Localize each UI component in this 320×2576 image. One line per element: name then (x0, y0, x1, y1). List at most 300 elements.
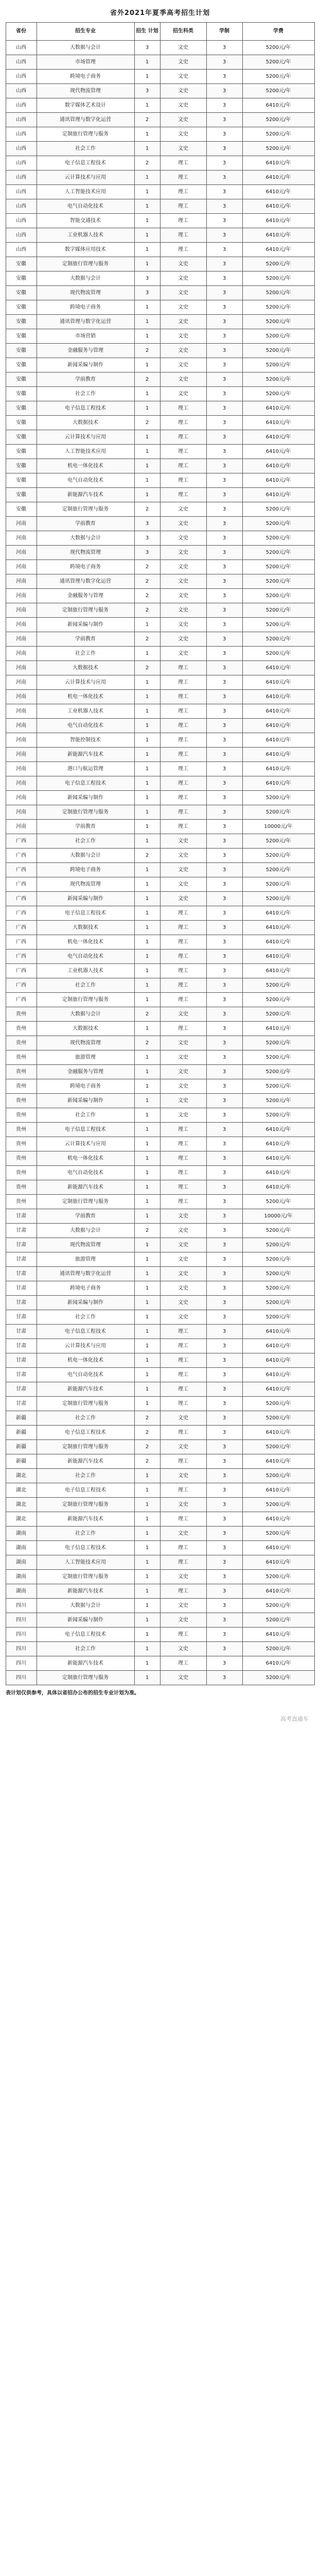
cell-tuition: 6410元/年 (242, 1382, 314, 1397)
cell-tuition: 5200元/年 (242, 834, 314, 849)
cell-duration: 3 (206, 935, 242, 950)
cell-province: 安徽 (6, 502, 37, 517)
table-row (6, 1310, 314, 1325)
cell-major: 数字媒体艺术设计 (37, 98, 134, 113)
table-row (6, 430, 314, 445)
cell-quota: 2 (134, 113, 160, 127)
cell-province: 河南 (6, 531, 37, 546)
cell-tuition: 5200元/年 (242, 1440, 314, 1454)
cell-major: 电气自动化技术 (37, 719, 134, 733)
cell-duration: 3 (206, 574, 242, 589)
cell-duration: 3 (206, 1108, 242, 1123)
cell-quota: 1 (134, 257, 160, 272)
cell-quota: 1 (134, 1642, 160, 1656)
cell-major: 旅游管理 (37, 1252, 134, 1267)
cell-province: 河南 (6, 762, 37, 776)
cell-quota: 1 (134, 1325, 160, 1339)
cell-category: 文史 (160, 892, 206, 906)
table-row (6, 1238, 314, 1252)
table-row (6, 661, 314, 675)
cell-province: 河南 (6, 546, 37, 560)
cell-duration: 3 (206, 1238, 242, 1252)
cell-province: 安徽 (6, 387, 37, 401)
cell-category: 文史 (160, 517, 206, 531)
table-row (6, 127, 314, 142)
cell-quota: 3 (134, 272, 160, 286)
table-row (6, 877, 314, 892)
cell-category: 文史 (160, 1642, 206, 1656)
cell-tuition: 5200元/年 (242, 560, 314, 574)
cell-major: 现代物流管理 (37, 84, 134, 98)
cell-province: 河南 (6, 805, 37, 820)
cell-quota: 1 (134, 1108, 160, 1123)
cell-major: 机电一体化技术 (37, 1353, 134, 1368)
cell-quota: 3 (134, 84, 160, 98)
cell-duration: 3 (206, 286, 242, 300)
cell-province: 安徽 (6, 329, 37, 344)
cell-quota: 1 (134, 776, 160, 791)
cell-category: 理工 (160, 978, 206, 993)
cell-major: 学前教育 (37, 517, 134, 531)
cell-quota: 2 (134, 560, 160, 574)
cell-major: 社会工作 (37, 1642, 134, 1656)
cell-province: 安徽 (6, 344, 37, 358)
table-row (6, 546, 314, 560)
cell-tuition: 6410元/年 (242, 690, 314, 704)
table-row (6, 55, 314, 70)
cell-quota: 1 (134, 647, 160, 661)
cell-province: 广西 (6, 964, 37, 978)
cell-major: 工业机器人技术 (37, 964, 134, 978)
cell-province: 山西 (6, 70, 37, 84)
table-row (6, 1166, 314, 1180)
cell-duration: 3 (206, 1325, 242, 1339)
table-row (6, 1209, 314, 1224)
cell-duration: 3 (206, 459, 242, 473)
table-row (6, 560, 314, 574)
cell-major: 社会工作 (37, 834, 134, 849)
cell-duration: 3 (206, 1397, 242, 1411)
cell-category: 文史 (160, 257, 206, 272)
cell-tuition: 5200元/年 (242, 589, 314, 603)
cell-category: 文史 (160, 286, 206, 300)
table-row (6, 950, 314, 964)
cell-quota: 1 (134, 70, 160, 84)
cell-category: 文史 (160, 41, 206, 55)
cell-province: 河南 (6, 603, 37, 618)
cell-category: 理工 (160, 719, 206, 733)
cell-major: 社会工作 (37, 1411, 134, 1426)
table-row (6, 892, 314, 906)
cell-tuition: 5200元/年 (242, 1613, 314, 1628)
cell-duration: 3 (206, 1079, 242, 1094)
cell-tuition: 6410元/年 (242, 488, 314, 502)
cell-province: 安徽 (6, 488, 37, 502)
table-row (6, 603, 314, 618)
table-row (6, 1397, 314, 1411)
cell-province: 山西 (6, 214, 37, 228)
cell-category: 理工 (160, 430, 206, 445)
table-row (6, 791, 314, 805)
cell-tuition: 6410元/年 (242, 906, 314, 921)
cell-major: 云计算技术与应用 (37, 1137, 134, 1151)
cell-duration: 3 (206, 531, 242, 546)
table-row (6, 1527, 314, 1541)
cell-quota: 3 (134, 517, 160, 531)
cell-quota: 1 (134, 1498, 160, 1512)
cell-duration: 3 (206, 1339, 242, 1353)
cell-duration: 3 (206, 1166, 242, 1180)
cell-province: 广西 (6, 993, 37, 1007)
header-duration: 学制 (206, 23, 242, 41)
cell-province: 河南 (6, 661, 37, 675)
cell-duration: 3 (206, 1310, 242, 1325)
cell-province: 湖北 (6, 1498, 37, 1512)
table-row (6, 459, 314, 473)
table-row (6, 1570, 314, 1584)
cell-quota: 1 (134, 1022, 160, 1036)
cell-category: 理工 (160, 1628, 206, 1642)
cell-category: 文史 (160, 632, 206, 647)
table-row (6, 1137, 314, 1151)
cell-province: 广西 (6, 834, 37, 849)
cell-major: 云计算技术与应用 (37, 675, 134, 690)
cell-province: 山西 (6, 113, 37, 127)
cell-duration: 3 (206, 315, 242, 329)
cell-duration: 3 (206, 84, 242, 98)
cell-major: 人工智能技术应用 (37, 445, 134, 459)
cell-duration: 3 (206, 950, 242, 964)
cell-category: 理工 (160, 1151, 206, 1166)
cell-quota: 1 (134, 1570, 160, 1584)
cell-major: 定制旅行管理与服务 (37, 993, 134, 1007)
cell-province: 安徽 (6, 315, 37, 329)
cell-province: 新疆 (6, 1440, 37, 1454)
table-row (6, 1022, 314, 1036)
cell-tuition: 5200元/年 (242, 849, 314, 863)
cell-duration: 3 (206, 849, 242, 863)
cell-category: 文史 (160, 1050, 206, 1065)
cell-tuition: 6410元/年 (242, 1325, 314, 1339)
cell-category: 理工 (160, 661, 206, 675)
table-row (6, 257, 314, 272)
cell-tuition: 5200元/年 (242, 546, 314, 560)
cell-quota: 1 (134, 315, 160, 329)
table-row (6, 776, 314, 791)
cell-duration: 3 (206, 978, 242, 993)
cell-quota: 1 (134, 921, 160, 935)
cell-tuition: 6410元/年 (242, 1454, 314, 1469)
cell-major: 定制旅行管理与服务 (37, 127, 134, 142)
cell-quota: 1 (134, 1656, 160, 1671)
cell-duration: 3 (206, 445, 242, 459)
table-row (6, 1252, 314, 1267)
cell-province: 安徽 (6, 473, 37, 488)
cell-tuition: 5200元/年 (242, 531, 314, 546)
cell-category: 理工 (160, 243, 206, 257)
cell-tuition: 5200元/年 (242, 1195, 314, 1209)
cell-quota: 1 (134, 1238, 160, 1252)
cell-tuition: 6410元/年 (242, 1628, 314, 1642)
cell-province: 河南 (6, 618, 37, 632)
table-row (6, 329, 314, 344)
cell-tuition: 5200元/年 (242, 1281, 314, 1296)
cell-province: 安徽 (6, 401, 37, 416)
cell-major: 大数据技术 (37, 1022, 134, 1036)
cell-category: 理工 (160, 906, 206, 921)
table-row (6, 675, 314, 690)
cell-duration: 3 (206, 142, 242, 156)
table-row (6, 228, 314, 243)
cell-province: 广西 (6, 892, 37, 906)
cell-duration: 3 (206, 1411, 242, 1426)
cell-province: 湖北 (6, 1512, 37, 1527)
cell-province: 甘肃 (6, 1281, 37, 1296)
cell-province: 安徽 (6, 372, 37, 387)
table-row (6, 849, 314, 863)
cell-major: 跨境电子商务 (37, 863, 134, 877)
table-row (6, 1671, 314, 1685)
cell-category: 文史 (160, 387, 206, 401)
cell-tuition: 5200元/年 (242, 1671, 314, 1685)
cell-major: 社会工作 (37, 978, 134, 993)
cell-category: 理工 (160, 1426, 206, 1440)
cell-major: 电子信息工程技术 (37, 1628, 134, 1642)
cell-duration: 3 (206, 632, 242, 647)
cell-province: 安徽 (6, 272, 37, 286)
cell-category: 理工 (160, 228, 206, 243)
cell-province: 新疆 (6, 1411, 37, 1426)
cell-major: 港口与航运管理 (37, 762, 134, 776)
cell-duration: 3 (206, 675, 242, 690)
cell-major: 电气自动化技术 (37, 950, 134, 964)
cell-province: 贵州 (6, 1195, 37, 1209)
cell-category: 理工 (160, 171, 206, 185)
table-row (6, 820, 314, 834)
cell-tuition: 5200元/年 (242, 1007, 314, 1022)
cell-province: 安徽 (6, 459, 37, 473)
cell-duration: 3 (206, 647, 242, 661)
cell-major: 现代物流管理 (37, 286, 134, 300)
cell-province: 广西 (6, 921, 37, 935)
cell-province: 山西 (6, 55, 37, 70)
cell-category: 文史 (160, 1296, 206, 1310)
cell-duration: 3 (206, 372, 242, 387)
cell-quota: 1 (134, 401, 160, 416)
cell-major: 新闻采编与制作 (37, 791, 134, 805)
cell-tuition: 6410元/年 (242, 675, 314, 690)
table-row (6, 1195, 314, 1209)
table-row (6, 1065, 314, 1079)
cell-category: 文史 (160, 1570, 206, 1584)
cell-province: 四川 (6, 1642, 37, 1656)
table-row (6, 1224, 314, 1238)
cell-duration: 3 (206, 1483, 242, 1498)
cell-tuition: 5200元/年 (242, 1397, 314, 1411)
cell-quota: 3 (134, 41, 160, 55)
cell-duration: 3 (206, 993, 242, 1007)
table-row (6, 1584, 314, 1599)
cell-duration: 3 (206, 921, 242, 935)
cell-province: 甘肃 (6, 1267, 37, 1281)
header-category: 招生科类 (160, 23, 206, 41)
cell-category: 文史 (160, 113, 206, 127)
cell-category: 理工 (160, 762, 206, 776)
cell-category: 文史 (160, 55, 206, 70)
cell-category: 理工 (160, 1195, 206, 1209)
cell-quota: 1 (134, 1050, 160, 1065)
cell-tuition: 6410元/年 (242, 430, 314, 445)
cell-quota: 1 (134, 964, 160, 978)
cell-duration: 3 (206, 618, 242, 632)
cell-category: 文史 (160, 877, 206, 892)
cell-duration: 3 (206, 517, 242, 531)
footnote: 表计划仅供参考，具体以省招办公布的招生专业计划为准。 (6, 1690, 139, 1696)
cell-major: 社会工作 (37, 1108, 134, 1123)
cell-category: 文史 (160, 1411, 206, 1426)
cell-major: 通讯管理与数字化运营 (37, 1267, 134, 1281)
cell-duration: 3 (206, 546, 242, 560)
cell-duration: 3 (206, 776, 242, 791)
cell-category: 理工 (160, 935, 206, 950)
table-row (6, 1426, 314, 1440)
cell-quota: 1 (134, 892, 160, 906)
cell-province: 安徽 (6, 416, 37, 430)
cell-province: 广西 (6, 935, 37, 950)
cell-duration: 3 (206, 820, 242, 834)
table-row (6, 1411, 314, 1426)
cell-quota: 1 (134, 459, 160, 473)
cell-province: 安徽 (6, 358, 37, 372)
cell-tuition: 6410元/年 (242, 171, 314, 185)
cell-province: 贵州 (6, 1166, 37, 1180)
table-row (6, 863, 314, 877)
cell-duration: 3 (206, 1512, 242, 1527)
cell-major: 大数据与会计 (37, 41, 134, 55)
cell-tuition: 5200元/年 (242, 1498, 314, 1512)
cell-quota: 1 (134, 1397, 160, 1411)
cell-province: 山西 (6, 84, 37, 98)
cell-tuition: 10000元/年 (242, 820, 314, 834)
cell-tuition: 6410元/年 (242, 1022, 314, 1036)
table-row (6, 315, 314, 329)
cell-quota: 2 (134, 849, 160, 863)
cell-tuition: 5200元/年 (242, 70, 314, 84)
cell-major: 学前教育 (37, 820, 134, 834)
cell-duration: 3 (206, 1426, 242, 1440)
cell-province: 河南 (6, 560, 37, 574)
cell-category: 理工 (160, 473, 206, 488)
cell-quota: 1 (134, 199, 160, 214)
cell-province: 贵州 (6, 1065, 37, 1079)
cell-tuition: 5200元/年 (242, 1252, 314, 1267)
cell-province: 山西 (6, 98, 37, 113)
cell-duration: 3 (206, 300, 242, 315)
cell-province: 四川 (6, 1671, 37, 1685)
table-row (6, 41, 314, 55)
cell-province: 广西 (6, 950, 37, 964)
cell-major: 新闻采编与制作 (37, 1613, 134, 1628)
table-row (6, 1036, 314, 1050)
cell-major: 现代物流管理 (37, 1036, 134, 1050)
cell-quota: 1 (134, 1195, 160, 1209)
cell-quota: 1 (134, 1512, 160, 1527)
cell-major: 定制旅行管理与服务 (37, 1498, 134, 1512)
cell-major: 大数据与会计 (37, 849, 134, 863)
cell-quota: 1 (134, 834, 160, 849)
cell-category: 理工 (160, 1512, 206, 1527)
cell-duration: 3 (206, 1267, 242, 1281)
cell-category: 文史 (160, 647, 206, 661)
cell-quota: 1 (134, 1209, 160, 1224)
cell-tuition: 5200元/年 (242, 1642, 314, 1656)
cell-quota: 1 (134, 1628, 160, 1642)
table-row (6, 1628, 314, 1642)
cell-duration: 3 (206, 1570, 242, 1584)
cell-duration: 3 (206, 1541, 242, 1555)
cell-category: 理工 (160, 1483, 206, 1498)
table-row (6, 690, 314, 704)
cell-tuition: 5200元/年 (242, 329, 314, 344)
cell-category: 理工 (160, 401, 206, 416)
table-row (6, 358, 314, 372)
cell-category: 文史 (160, 603, 206, 618)
cell-tuition: 5200元/年 (242, 300, 314, 315)
cell-province: 湖北 (6, 1483, 37, 1498)
cell-quota: 1 (134, 820, 160, 834)
cell-category: 文史 (160, 1310, 206, 1325)
cell-major: 定制旅行管理与服务 (37, 257, 134, 272)
cell-category: 文史 (160, 1252, 206, 1267)
cell-category: 文史 (160, 358, 206, 372)
cell-province: 贵州 (6, 1094, 37, 1108)
cell-tuition: 6410元/年 (242, 1584, 314, 1599)
cell-major: 新能源汽车技术 (37, 1512, 134, 1527)
table-row (6, 1094, 314, 1108)
cell-tuition: 6410元/年 (242, 964, 314, 978)
cell-tuition: 5200元/年 (242, 603, 314, 618)
cell-duration: 3 (206, 171, 242, 185)
cell-quota: 2 (134, 1454, 160, 1469)
cell-quota: 1 (134, 704, 160, 719)
cell-tuition: 6410元/年 (242, 1151, 314, 1166)
cell-major: 大数据技术 (37, 921, 134, 935)
cell-quota: 1 (134, 993, 160, 1007)
cell-province: 河南 (6, 820, 37, 834)
cell-category: 文史 (160, 1036, 206, 1050)
cell-major: 大数据与会计 (37, 1599, 134, 1613)
table-row (6, 445, 314, 459)
cell-category: 理工 (160, 445, 206, 459)
cell-major: 电子信息工程技术 (37, 401, 134, 416)
table-row (6, 1382, 314, 1397)
cell-category: 理工 (160, 416, 206, 430)
cell-duration: 3 (206, 1440, 242, 1454)
cell-category: 理工 (160, 1382, 206, 1397)
cell-quota: 1 (134, 1310, 160, 1325)
cell-tuition: 6410元/年 (242, 1555, 314, 1570)
cell-tuition: 6410元/年 (242, 401, 314, 416)
cell-category: 文史 (160, 272, 206, 286)
cell-major: 电气自动化技术 (37, 199, 134, 214)
cell-tuition: 6410元/年 (242, 1541, 314, 1555)
cell-duration: 3 (206, 185, 242, 199)
cell-tuition: 6410元/年 (242, 704, 314, 719)
cell-quota: 1 (134, 719, 160, 733)
cell-quota: 1 (134, 1094, 160, 1108)
cell-major: 云计算技术与应用 (37, 1339, 134, 1353)
cell-quota: 1 (134, 300, 160, 315)
